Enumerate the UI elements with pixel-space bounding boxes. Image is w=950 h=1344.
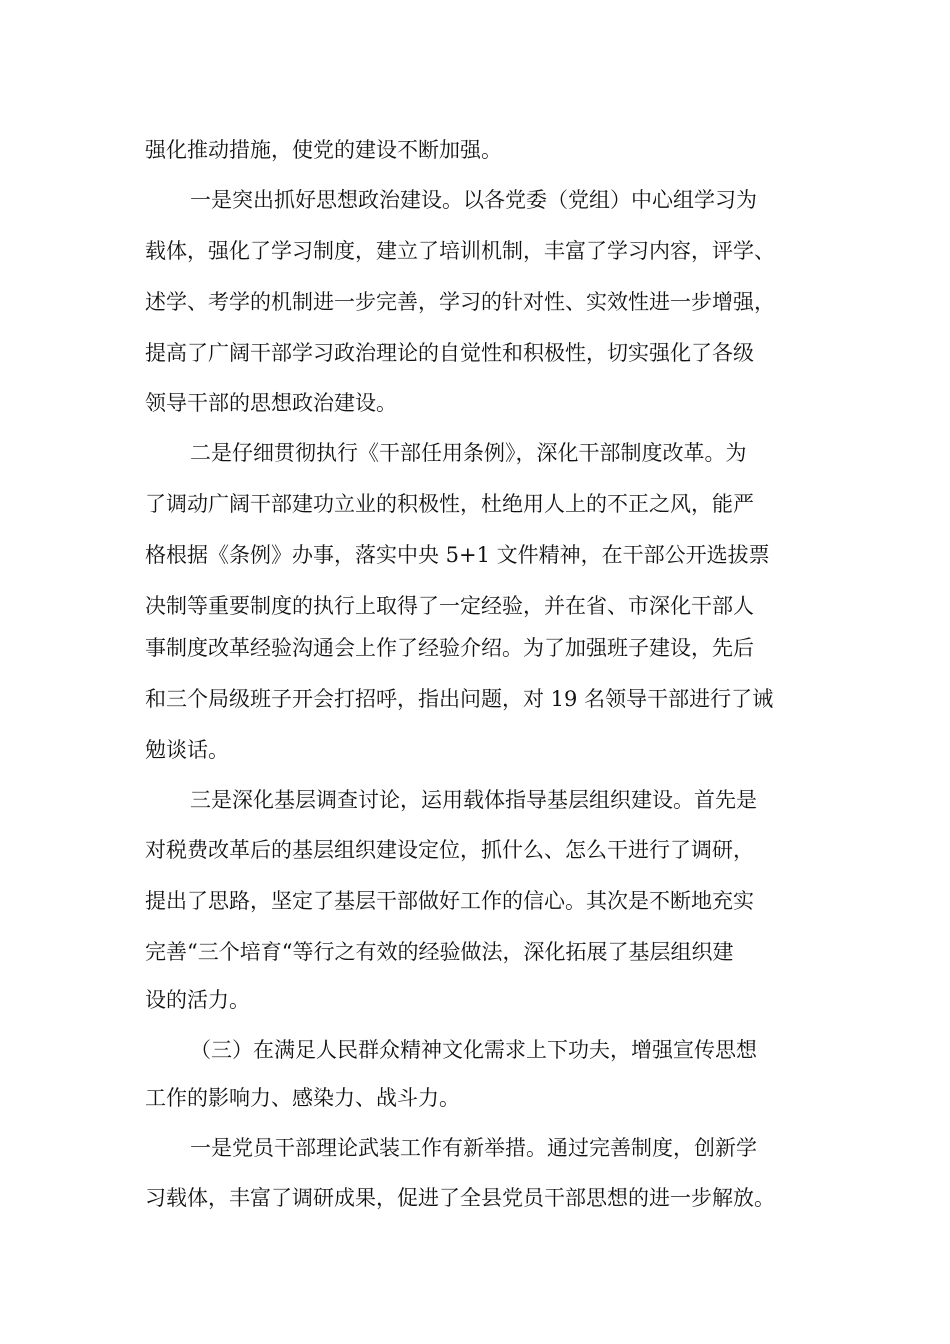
text-line: 格根据《条例》办事，落实中央 5+1 文件精神，在干部公开选拔票 — [145, 543, 770, 567]
text-line: 事制度改革经验沟通会上作了经验介绍。为了加强班子建设，先后 — [145, 636, 754, 660]
text-line: 一是党员干部理论武装工作有新举措。通过完善制度，创新学 — [190, 1136, 757, 1160]
text-line: 决制等重要制度的执行上取得了一定经验，并在省、市深化干部人 — [145, 594, 754, 618]
text-line: 述学、考学的机制进一步完善，学习的针对性、实效性进一步增强， — [145, 290, 775, 314]
text-line: 完善“三个培育“等行之有效的经验做法，深化拓展了基层组织建 — [145, 940, 734, 964]
text-line: 习载体，丰富了调研成果，促进了全县党员干部思想的进一步解放。 — [145, 1186, 775, 1210]
text-line: 工作的影响力、感染力、战斗力。 — [145, 1086, 460, 1110]
text-line: 领导干部的思想政治建设。 — [145, 391, 397, 415]
text-line: 了调动广阔干部建功立业的积极性，杜绝用人上的不正之风，能严 — [145, 492, 754, 516]
text-line: 载体，强化了学习制度，建立了培训机制，丰富了学习内容，评学、 — [145, 239, 775, 263]
text-line: 提高了广阔干部学习政治理论的自觉性和积极性，切实强化了各级 — [145, 341, 754, 365]
text-line: 和三个局级班子开会打招呼，指出问题，对 19 名领导干部进行了诫 — [145, 687, 774, 711]
text-line: 一是突出抓好思想政治建设。以各党委（党组）中心组学习为 — [190, 188, 757, 212]
text-line: 对税费改革后的基层组织建设定位，抓什么、怎么干进行了调研， — [145, 838, 754, 862]
text-line: 三是深化基层调查讨论，运用载体指导基层组织建设。首先是 — [190, 788, 757, 812]
text-line: 提出了思路，坚定了基层干部做好工作的信心。其次是不断地充实 — [145, 889, 754, 913]
text-line: （三）在满足人民群众精神文化需求上下功夫，增强宣传思想 — [190, 1038, 757, 1062]
text-line: 勉谈话。 — [145, 738, 229, 762]
text-line: 设的活力。 — [145, 988, 250, 1012]
text-line: 强化推动措施，使党的建设不断加强。 — [145, 138, 502, 162]
text-line: 二是仔细贯彻执行《干部任用条例》，深化干部制度改革。为 — [190, 441, 747, 465]
